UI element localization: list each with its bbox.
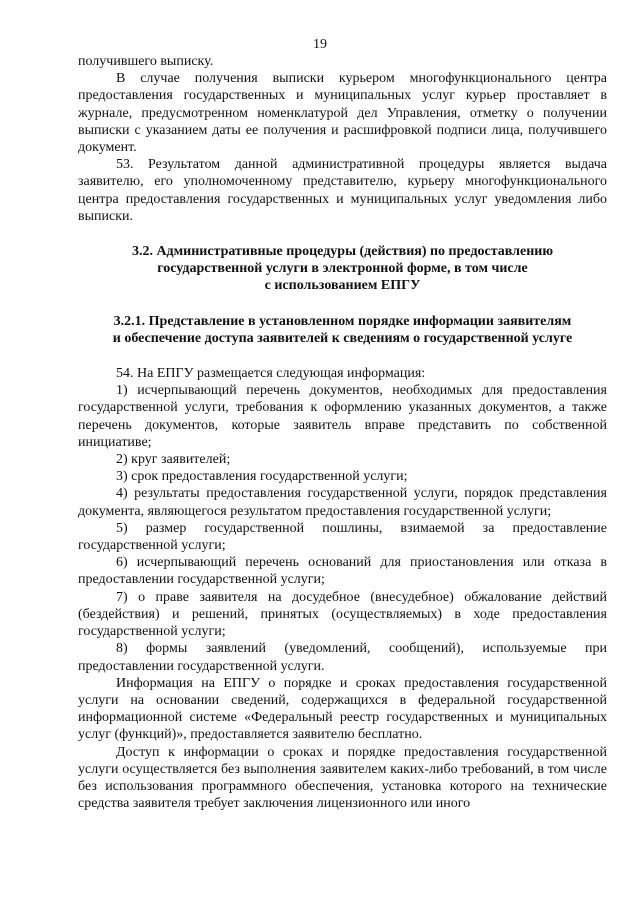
page-content — [78, 53, 607, 812]
paragraph: Доступ к информации о сроках и порядке предоставления государственной услуги осуществляется без выполнения заявителем каких-либо требований, в том числе без использования программного обеспечения, установка которого на технические средства заявителя требует заключения лицензионного или иного — [78, 744, 607, 812]
section-heading-line: с использованием ЕПГУ — [264, 278, 421, 294]
paragraph: Информация на ЕПГУ о порядке и сроках предоставления государственной услуги на основании сведений, содержащихся в федеральной государственной информационной системе «Федеральный реестр государственных и муниципальных услуг (функций)», предоставляется заявителю бесплатно. — [78, 675, 607, 743]
page-number: 19 — [313, 37, 327, 52]
list-item: 4) результаты предоставления государственной услуги, порядок представления документа, являющегося результатом предоставления государственной услуги; — [78, 486, 607, 519]
list-item: 2) круг заявителей; — [116, 452, 231, 468]
section-heading-line: государственной услуги в электронной форме, в том числе — [157, 261, 528, 277]
section-heading-line: 3.2. Административные процедуры (действия) по предоставлению — [131, 244, 554, 260]
subsection-heading-line: и обеспечение доступа заявителей к сведениям о государственной услуге — [112, 330, 573, 346]
paragraph: В случае получения выписки курьером многофункционального центра предоставления государственных и муниципальных услуг курьер проставляет в журнале, предусмотренном номенклатурой дел Управления, отметку о получении выписки с указанием даты ее получения и расшифровкой подписи лица, получившего документ. — [78, 71, 607, 156]
subsection-heading — [78, 313, 607, 347]
subsection-heading-line: 3.2.1. Представление в установленном порядке информации заявителям — [113, 313, 572, 329]
list-item: 8) формы заявлений (уведомлений, сообщений), используемые при предоставлении государственной услуги. — [78, 641, 607, 674]
list-item: 3) срок предоставления государственной услуги; — [116, 469, 408, 485]
list-item: 5) размер государственной пошлины, взимаемой за предоставление государственной услуги; — [78, 520, 607, 554]
paragraph: получившего выписку. — [78, 54, 214, 69]
section-heading — [78, 243, 607, 295]
paragraph: 54. На ЕПГУ размещается следующая информация: — [116, 366, 426, 382]
paragraph: 53. Результатом данной административной процедуры является выдача заявителю, его уполномоченному представителю, курьеру многофункционального центра предоставления государственных и муниципальных услуг уведомления либо выписки. — [78, 157, 607, 224]
list-item: 1) исчерпывающий перечень документов, необходимых для предоставления государственной услуги, требования к оформлению указанных документов, а также перечень документов, которые заявитель вправе представить по собственной инициативе; — [78, 383, 607, 450]
list-item: 7) о праве заявителя на досудебное (внесудебное) обжалование действий (бездействия) и решений, принятых (осуществляемых) в ходе предоставления государственной услуги; — [78, 589, 607, 640]
list-item: 6) исчерпывающий перечень оснований для приостановления или отказа в предоставлении государственной услуги; — [78, 555, 607, 588]
